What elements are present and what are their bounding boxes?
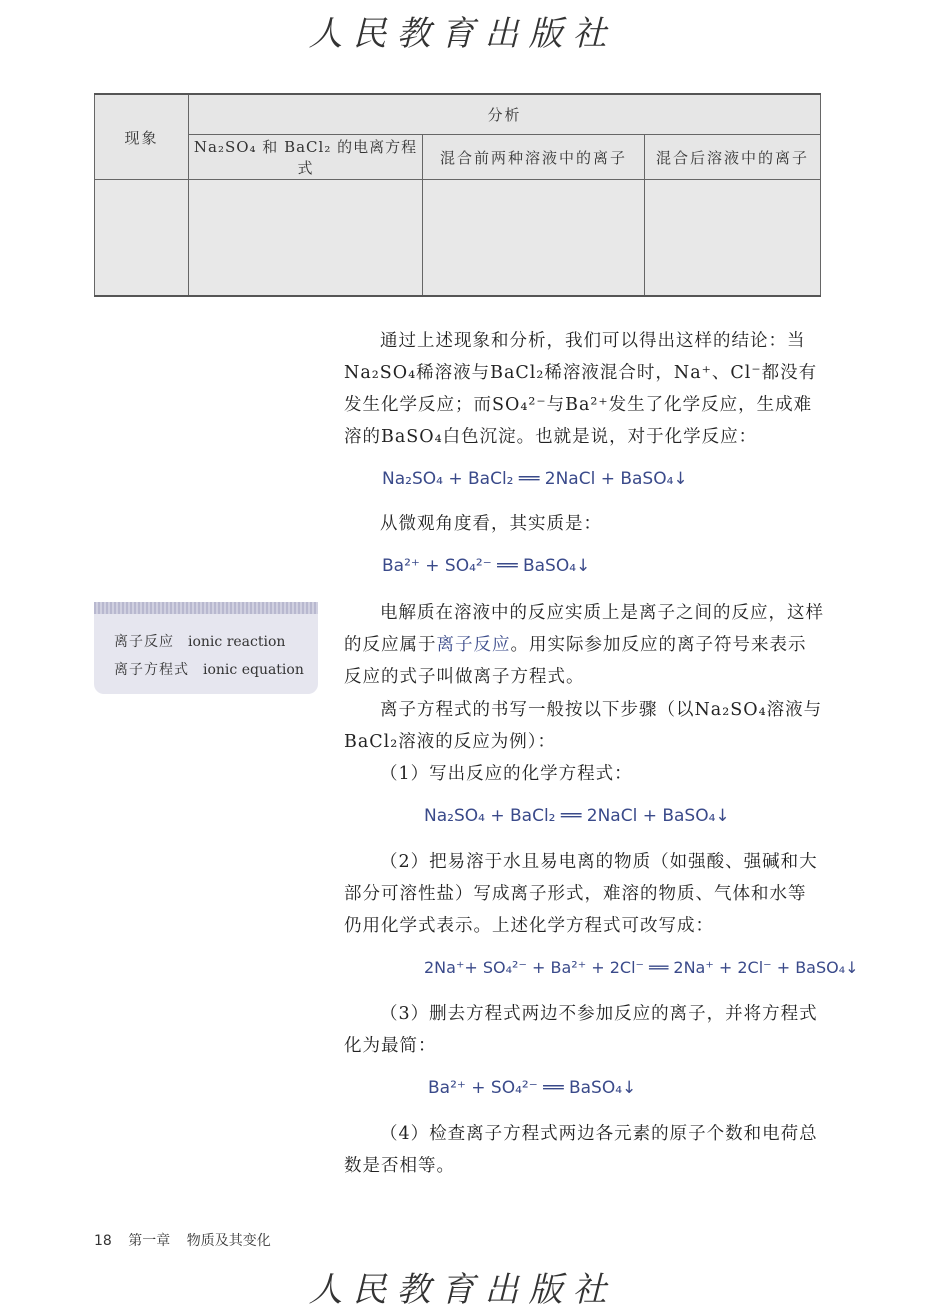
table-cell-empty	[189, 180, 423, 297]
step-1: （1）写出反应的化学方程式：	[380, 764, 633, 784]
equation-step3: Ba²⁺ + SO₄²⁻ ══ BaSO₄↓	[428, 1078, 637, 1098]
paragraph-ionic-reaction: 电解质在溶液中的反应实质上是离子之间的反应，这样的反应属于离子反应。用实际参加反应的离子符号来表示反应的式子叫做离子方程式。	[344, 603, 824, 687]
chapter-label: 第一章	[128, 1233, 171, 1249]
publisher-logo-bottom: 人民教育出版社	[308, 1270, 617, 1310]
table-header-phenomenon: 现象	[95, 94, 189, 180]
table-subheader-before: 混合前两种溶液中的离子	[423, 135, 645, 180]
analysis-table	[94, 93, 821, 297]
page-footer	[94, 1230, 283, 1250]
table-header-analysis: 分析	[189, 94, 821, 135]
paragraph-steps-intro: 离子方程式的书写一般按以下步骤（以Na₂SO₄溶液与BaCl₂溶液的反应为例）：	[344, 700, 823, 752]
step-2: （2）把易溶于水且易电离的物质（如强酸、强碱和大部分可溶性盐）写成离子形式，难溶的物质、气体和水等仍用化学式表示。上述化学方程式可改写成：	[344, 852, 818, 936]
publisher-logo-top: 人民教育出版社	[308, 14, 617, 54]
table-cell-empty	[95, 180, 189, 297]
term-ionic-reaction: 离子反应	[436, 635, 511, 655]
step-4: （4）检查离子方程式两边各元素的原子个数和电荷总数是否相等。	[344, 1124, 818, 1176]
table-subheader-ionization: Na₂SO₄ 和 BaCl₂ 的电离方程式	[189, 135, 423, 180]
equation-step2: 2Na⁺+ SO₄²⁻ + Ba²⁺ + 2Cl⁻ ══ 2Na⁺ + 2Cl⁻ + BaSO₄↓	[424, 958, 859, 977]
step-3: （3）删去方程式两边不参加反应的离子，并将方程式化为最简：	[344, 1004, 818, 1056]
table-subheader-after: 混合后溶液中的离子	[645, 135, 821, 180]
table-cell-empty	[423, 180, 645, 297]
sidebar-stripe	[94, 602, 318, 614]
table-cell-empty	[645, 180, 821, 297]
chapter-title: 物质及其变化	[186, 1233, 271, 1249]
equation-molecular: Na₂SO₄ + BaCl₂ ══ 2NaCl + BaSO₄↓	[382, 469, 688, 489]
glossary-sidebar	[94, 602, 318, 694]
glossary-term: 离子反应 ionic reaction	[114, 634, 286, 650]
page-number: 18	[94, 1233, 112, 1249]
paragraph-conclusion: 通过上述现象和分析，我们可以得出这样的结论：当Na₂SO₄稀溶液与BaCl₂稀溶液混合时，Na⁺、Cl⁻都没有发生化学反应；而SO₄²⁻与Ba²⁺发生了化学反应，生成难溶的BaSO₄白色沉淀。也就是说，对于化学反应：	[344, 331, 818, 447]
glossary-term: 离子方程式 ionic equation	[114, 662, 304, 678]
paragraph-micro-view: 从微观角度看，其实质是：	[380, 514, 602, 534]
equation-ionic-essence: Ba²⁺ + SO₄²⁻ ══ BaSO₄↓	[382, 556, 591, 576]
equation-step1: Na₂SO₄ + BaCl₂ ══ 2NaCl + BaSO₄↓	[424, 806, 730, 826]
